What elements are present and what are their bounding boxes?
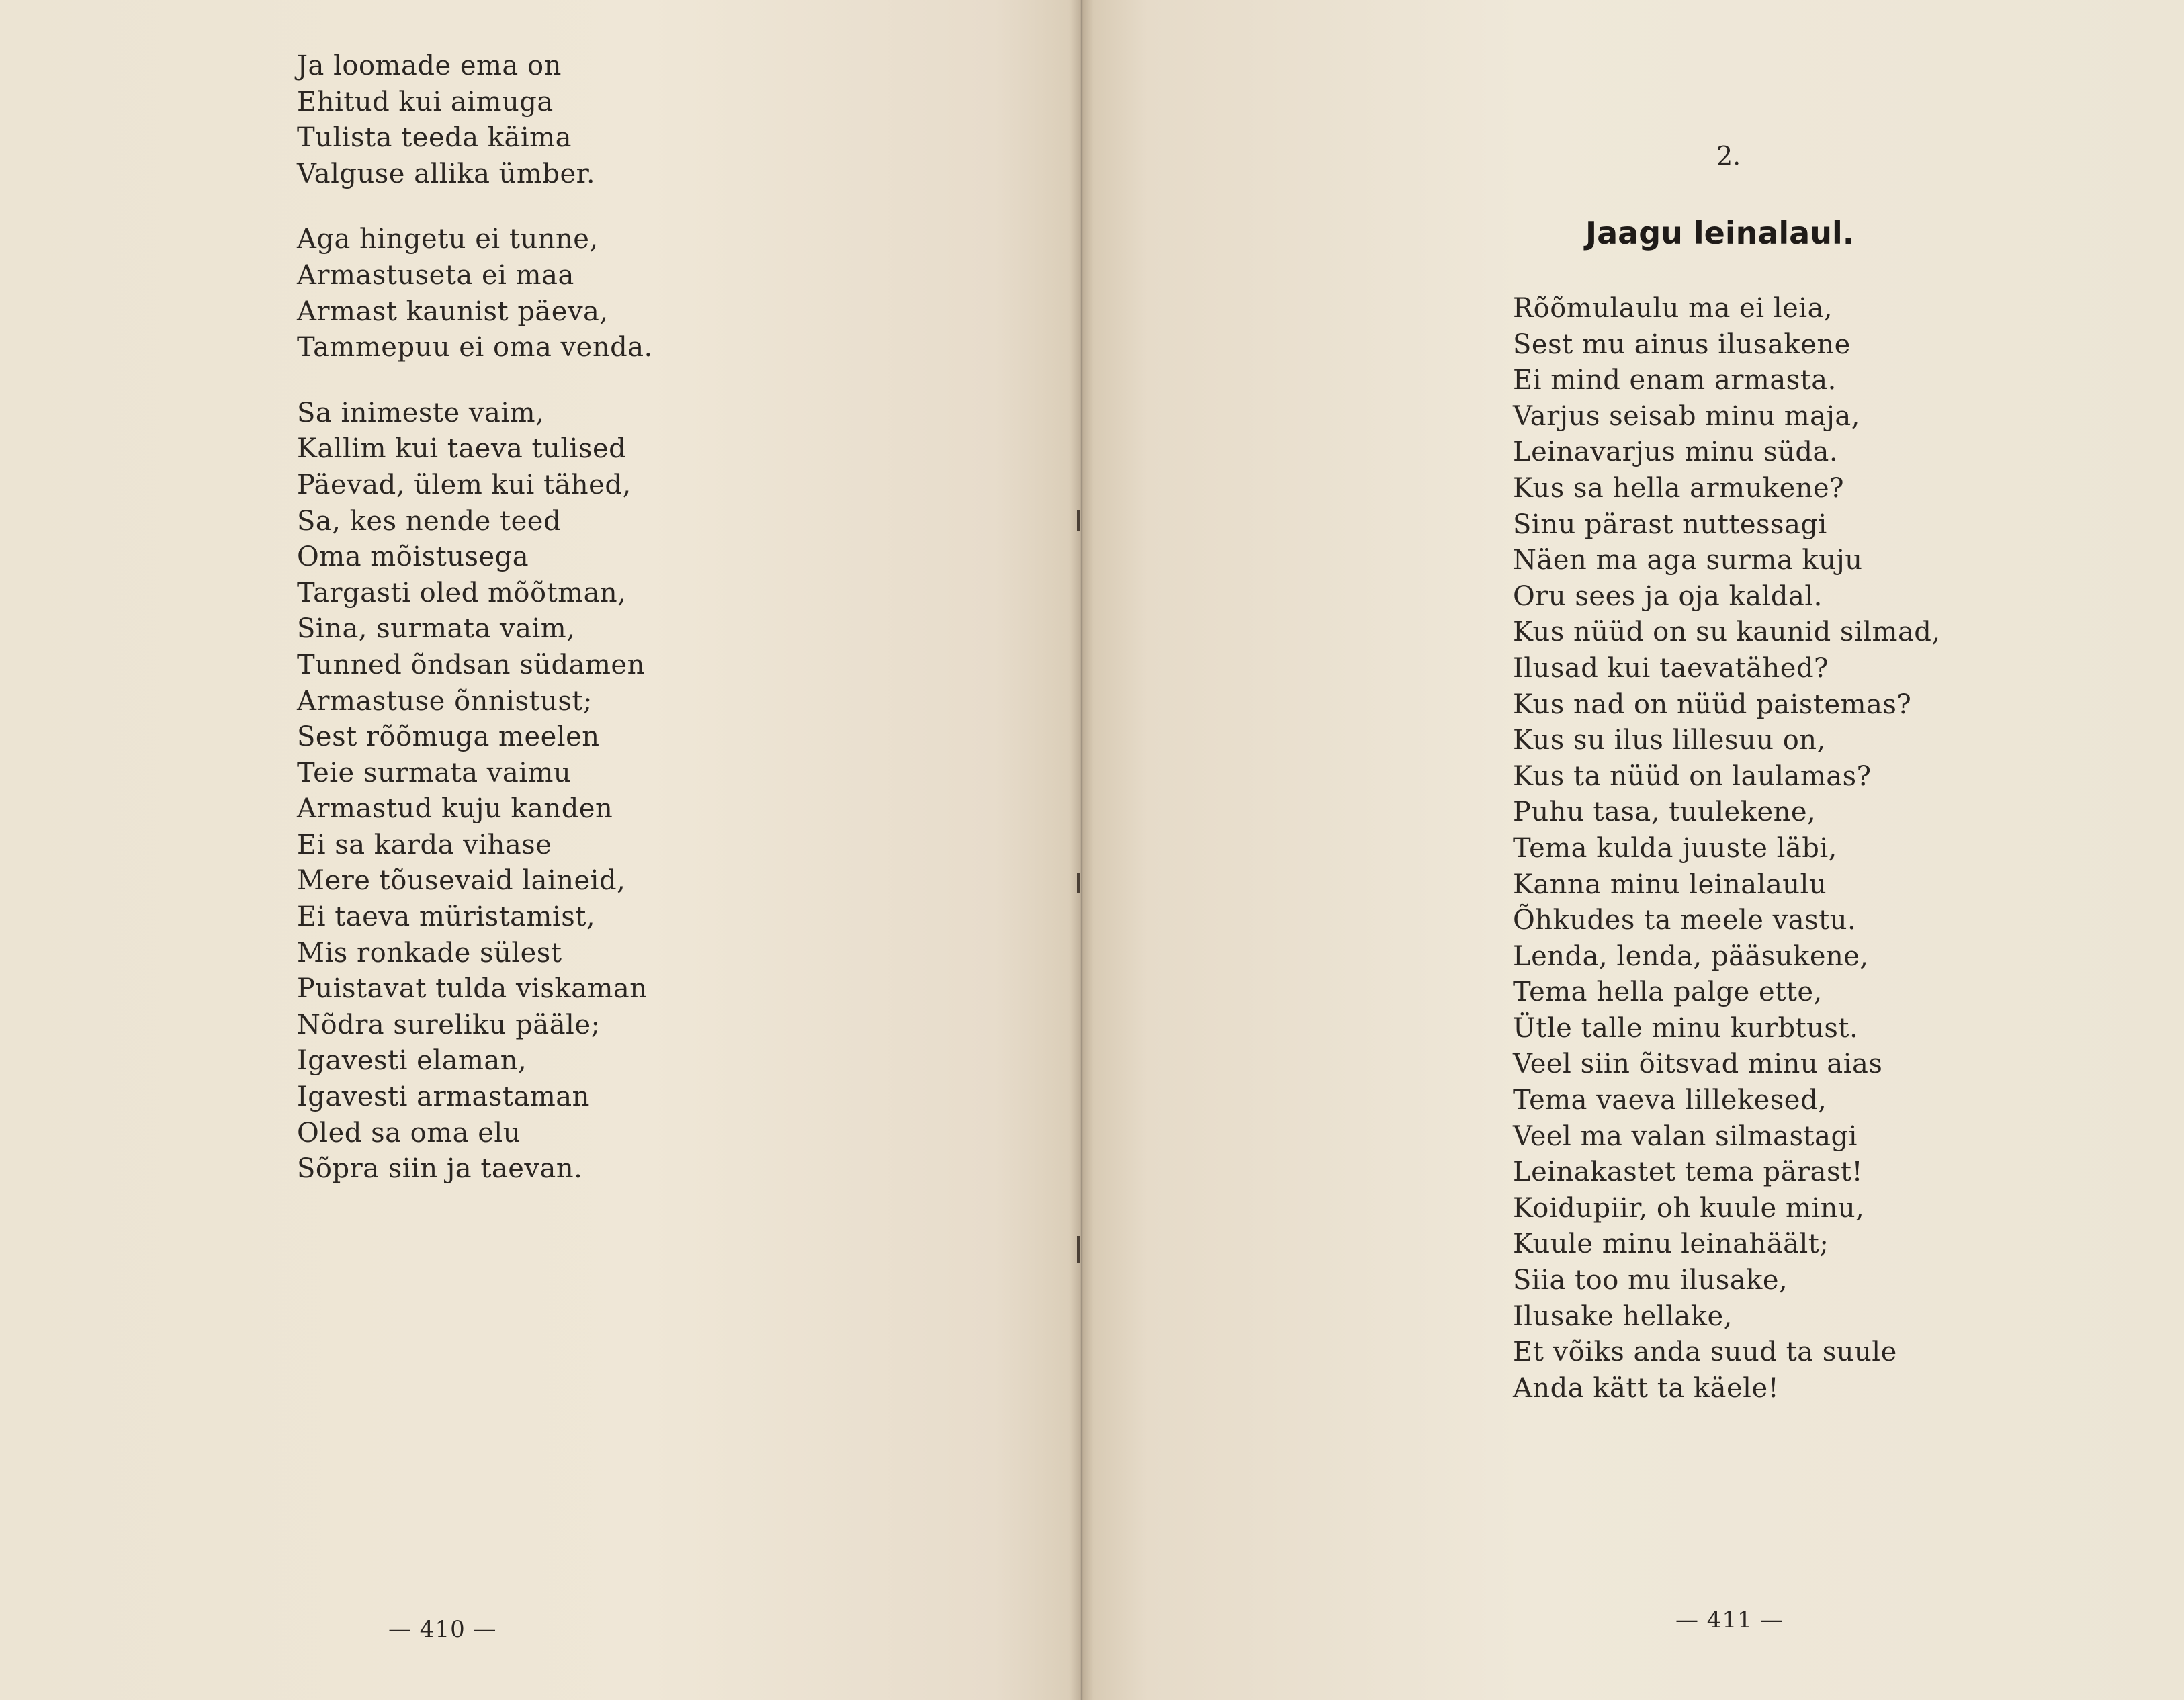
- poem-line: Teie surmata vaimu: [297, 757, 572, 789]
- poem-line: Anda kätt ta käele!: [1513, 1372, 1780, 1404]
- left-poem: [297, 48, 653, 1188]
- poem-line: Sa, kes nende teed: [297, 505, 562, 537]
- poem-line: Tammepuu ei oma venda.: [297, 332, 653, 363]
- right-page: [1082, 0, 2184, 1700]
- poem-line: Ei sa karda vihase: [297, 829, 552, 860]
- poem-line: Leinavarjus minu süda.: [1513, 437, 1839, 468]
- poem-line: Kus nad on nüüd paistemas?: [1513, 688, 1912, 720]
- poem-line: Armastuseta ei maa: [297, 259, 574, 291]
- poem-line: Aga hingetu ei tunne,: [297, 224, 599, 255]
- poem-number: 2.: [1716, 141, 1741, 171]
- poem-title: Jaagu leinalaul.: [1585, 215, 1855, 251]
- poem-line: Rõõmulaulu ma ei leia,: [1513, 293, 1833, 324]
- poem-line: Puistavat tulda viskaman: [297, 973, 648, 1005]
- poem-line: Valguse allika ümber.: [297, 158, 596, 189]
- poem-line: Ilusake hellake,: [1513, 1300, 1733, 1332]
- poem-line: Ehitud kui aimuga: [297, 86, 554, 118]
- poem-line: Kallim kui taeva tulised: [297, 433, 627, 465]
- poem-line: Oma mõistusega: [297, 541, 529, 573]
- poem-line: Mere tõusevaid laineid,: [297, 865, 626, 897]
- poem-line: Ei taeva müristamist,: [297, 901, 596, 933]
- poem-line: Tunned õndsan südamen: [297, 649, 645, 680]
- poem-line: Tema hella palge ette,: [1513, 977, 1823, 1008]
- poem-line: Armastud kuju kanden: [297, 793, 613, 825]
- binding-stitch: [1077, 1236, 1080, 1263]
- poem-line: Puhu tasa, tuulekene,: [1513, 797, 1817, 828]
- poem-line: Kanna minu leinalaulu: [1513, 868, 1827, 900]
- poem-line: Tema vaeva lillekesed,: [1513, 1085, 1827, 1116]
- poem-line: Armastuse õnnistust;: [297, 685, 593, 717]
- stanza-1: [297, 48, 653, 192]
- right-poem: [1513, 291, 1941, 1406]
- poem-line: Kus sa hella armukene?: [1513, 472, 1845, 504]
- poem-line: Kus ta nüüd on laulamas?: [1513, 760, 1872, 792]
- poem-line: Tulista teeda käima: [297, 122, 572, 154]
- poem-line: Siia too mu ilusake,: [1513, 1265, 1788, 1296]
- poem-line: Sina, surmata vaim,: [297, 613, 576, 645]
- stanza-2: [297, 222, 653, 365]
- poem-line: Veel siin õitsvad minu aias: [1513, 1048, 1883, 1080]
- poem-line: Ei mind enam armasta.: [1513, 365, 1837, 396]
- poem-line: Tema kulda juuste läbi,: [1513, 832, 1837, 864]
- poem-line: Näen ma aga surma kuju: [1513, 545, 1863, 576]
- poem-line: Igavesti armastaman: [297, 1081, 590, 1113]
- poem-line: Sest rõõmuga meelen: [297, 721, 600, 753]
- poem-line: Kus su ilus lillesuu on,: [1513, 725, 1826, 756]
- poem-line: Sest mu ainus ilusakene: [1513, 328, 1851, 360]
- poem-line: Sinu pärast nuttessagi: [1513, 508, 1827, 540]
- poem-line: Sa inimeste vaim,: [297, 397, 545, 429]
- binding-stitch: [1077, 510, 1080, 531]
- poem-line: Varjus seisab minu maja,: [1513, 400, 1860, 432]
- poem-line: Targasti oled mõõtman,: [297, 577, 627, 609]
- stanza-3: [297, 396, 653, 1188]
- poem-line: Leinakastet tema pärast!: [1513, 1157, 1864, 1188]
- poem-line: Koidupiir, oh kuule minu,: [1513, 1192, 1865, 1224]
- poem-line: Ütle talle minu kurbtust.: [1513, 1012, 1859, 1044]
- poem-line: Ja loomade ema on: [297, 50, 562, 81]
- book-gutter: [1069, 0, 1094, 1700]
- poem-line: Lenda, lenda, pääsukene,: [1513, 940, 1869, 972]
- poem-line: Nõdra sureliku pääle;: [297, 1009, 601, 1040]
- poem-line: Armast kaunist päeva,: [297, 296, 609, 327]
- poem-line: Õhkudes ta meele vastu.: [1513, 905, 1857, 936]
- poem-line: Kuule minu leinahäält;: [1513, 1228, 1829, 1260]
- page-number-left: — 410 —: [388, 1616, 497, 1643]
- poem-line: Oled sa oma elu: [297, 1117, 521, 1149]
- poem-line: Ilusad kui taevatähed?: [1513, 652, 1829, 684]
- poem-line: Mis ronkade sülest: [297, 937, 562, 969]
- poem-line: Oru sees ja oja kaldal.: [1513, 580, 1823, 612]
- binding-stitch: [1077, 873, 1080, 893]
- poem-line: Päevad, ülem kui tähed,: [297, 469, 631, 500]
- left-page: [0, 0, 1082, 1700]
- poem-line: Veel ma valan silmastagi: [1513, 1120, 1858, 1152]
- poem-line: Sõpra siin ja taevan.: [297, 1153, 583, 1185]
- poem-line: Kus nüüd on su kaunid silmad,: [1513, 617, 1941, 648]
- poem-line: Et võiks anda suud ta suule: [1513, 1337, 1897, 1368]
- page-number-right: — 411 —: [1675, 1607, 1784, 1634]
- poem-line: Igavesti elaman,: [297, 1045, 527, 1077]
